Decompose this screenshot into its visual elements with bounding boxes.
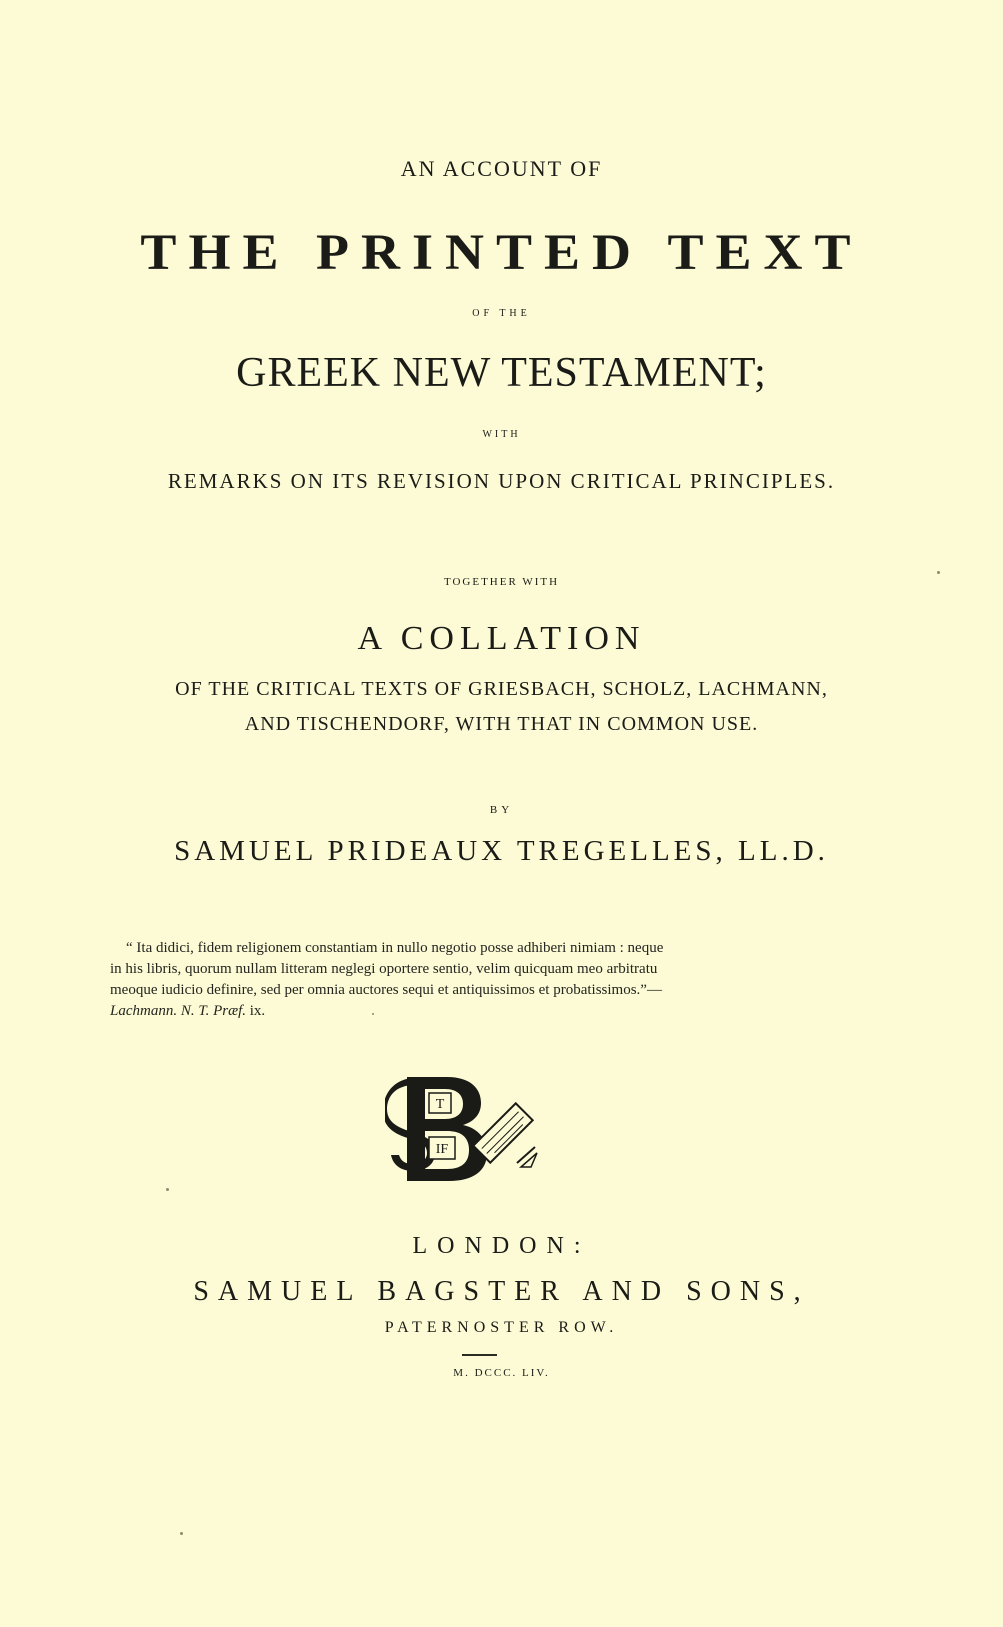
title-connector-of-the: OF THE	[472, 308, 531, 319]
svg-text:IF: IF	[435, 1142, 449, 1157]
paper-speck	[937, 571, 940, 574]
date-rule	[462, 1354, 497, 1356]
epigraph-citation-line	[110, 1001, 815, 1022]
paper-speck	[180, 1532, 183, 1535]
title-connector-with: WITH	[482, 429, 521, 440]
paper-speck	[166, 1188, 169, 1191]
title-intro: AN ACCOUNT OF	[400, 156, 603, 181]
paper-speck	[372, 1013, 374, 1015]
subtitle-greek-new-testament: GREEK NEW TESTAMENT;	[236, 350, 767, 396]
publication-date: M. DCCC. LIV.	[453, 1367, 550, 1379]
collation-description-line1: OF THE CRITICAL TEXTS OF GRIESBACH, SCHOLZ, LACHMANN,	[175, 678, 828, 700]
byline-by: BY	[489, 804, 514, 816]
epigraph-line: “ Ita didici, fidem religionem constantiam in nullo negotio posse adhiberi nimiam : neque	[126, 940, 664, 956]
publisher-address: PATERNOSTER ROW.	[384, 1319, 619, 1336]
epigraph-citation-page: ix.	[246, 1003, 266, 1019]
main-title: THE PRINTED TEXT	[140, 223, 863, 281]
subtitle-collation: A COLLATION	[357, 620, 646, 657]
epigraph-line: in his libris, quorum nullam litteram neglegi oportere sentio, velim quicquam meo arbitratu	[110, 961, 658, 977]
publisher-monogram-icon	[385, 1075, 540, 1182]
epigraph-citation: Lachmann. N. T. Præf.	[110, 1003, 246, 1019]
publisher-place: LONDON:	[412, 1233, 591, 1259]
svg-text:T: T	[435, 1097, 445, 1112]
epigraph-line: meoque iudicio definire, sed per omnia auctores sequi et antiquissimos et probatissimos.”—	[110, 982, 662, 998]
publisher-name: SAMUEL BAGSTER AND SONS,	[193, 1276, 810, 1307]
latin-epigraph	[110, 938, 815, 1022]
subtitle-remarks: REMARKS ON ITS REVISION UPON CRITICAL PRINCIPLES.	[167, 469, 836, 493]
title-connector-together-with: TOGETHER WITH	[443, 576, 560, 588]
collation-description-line2: AND TISCHENDORF, WITH THAT IN COMMON USE.	[244, 713, 759, 735]
author-name: SAMUEL PRIDEAUX TREGELLES, LL.D.	[174, 835, 829, 867]
